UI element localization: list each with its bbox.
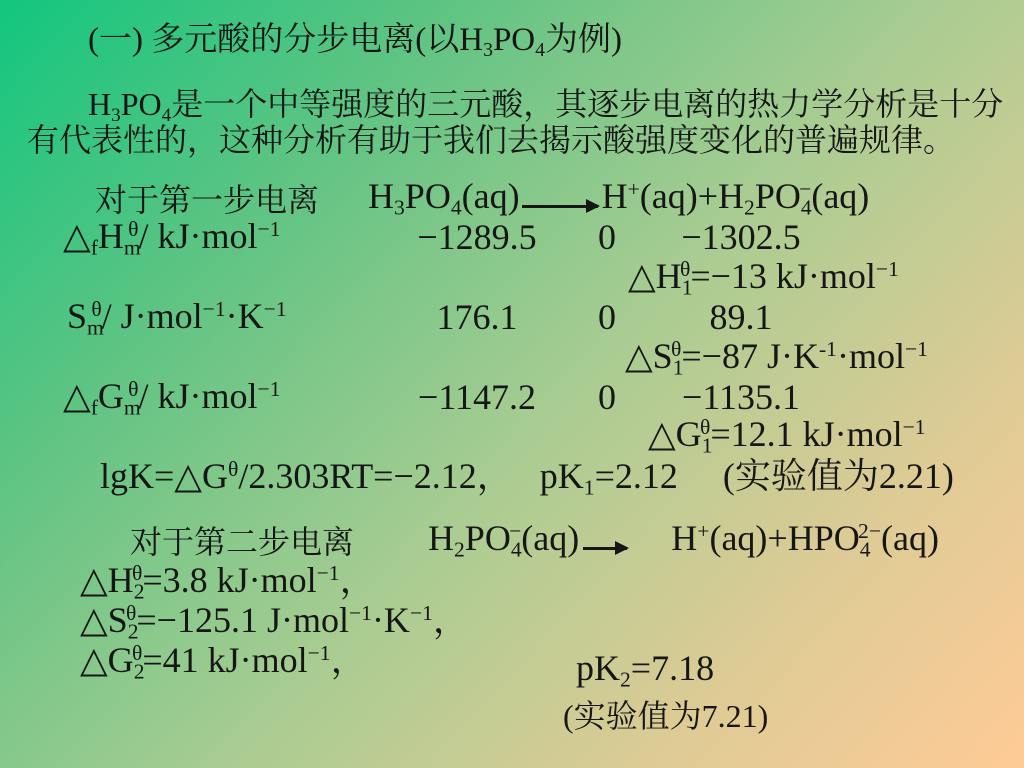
- slide-title: (一) 多元酸的分步电离(以$H_3PO_4$为例): [88, 22, 623, 61]
- pk2-line: $pK_2=7.18$: [576, 648, 715, 692]
- step1-reactant-formula: $H_3PO_4(aq)$: [368, 176, 520, 220]
- entropy-row-label: $S_m^\theta/$ $J\cdot mol^{-1}\cdot K^{-1}$: [67, 296, 287, 340]
- entropy-row: [0, 296, 1024, 340]
- step1-reaction: [368, 176, 870, 220]
- gibbs-value-h: 0: [598, 377, 616, 417]
- experimental-value-line: (实验值为7.21): [563, 698, 769, 734]
- step2-heading: 对于第二步电离: [130, 524, 355, 560]
- gibbs-row-label: $\triangle_fG_m^\theta/$ kJ·mol$^{-1}$: [63, 376, 281, 420]
- entropy-value-h3po4: 176.1: [436, 297, 518, 337]
- entropy-value-h: 0: [598, 297, 616, 337]
- intro-line-2: 有代表性的，这种分析有助于我们去揭示酸强度变化的普遍规律。: [27, 122, 956, 158]
- enthalpy-value-h3po4: −1289.5: [417, 217, 537, 257]
- delta-s2-line: $\triangle S_2^\theta=-125.1$ $J\cdot mol^{-1}\cdot K^{-1}$，: [80, 600, 469, 644]
- entropy-value-h2po4: 89.1: [709, 297, 773, 337]
- delta-h1-line: $\triangle H_1^\theta=-13$ kJ·mol$^{-1}$: [628, 256, 899, 300]
- enthalpy-value-h: 0: [598, 217, 616, 257]
- intro-line-1: $H_3PO_4$是一个中等强度的三元酸，其逐步电离的热力学分析是十分: [88, 86, 1004, 126]
- step2-reaction: [428, 518, 939, 562]
- step1-product-formula: $H^+(aq)+H_2PO_4^-(aq)$: [601, 176, 870, 220]
- delta-h2-line: $\triangle H_2^\theta=3.8$ kJ·mol$^{-1}$，: [80, 560, 376, 604]
- enthalpy-row-label: $\triangle_fH_m^\theta/$ kJ·mol$^{-1}$: [63, 216, 281, 260]
- delta-g2-line: $\triangle G_2^\theta=41$ kJ·mol$^{-1}$，: [80, 640, 367, 684]
- reaction-arrow: [522, 205, 598, 208]
- step2-product-formula: $H^+(aq)+HPO_4^{2-}(aq)$: [671, 518, 939, 562]
- enthalpy-row: [0, 216, 1024, 260]
- lgk-line: $\lg K=\triangle G^\theta/2.303RT=-2.12$， $pK_1=2.12$ (实验值为2.21): [100, 456, 954, 500]
- step2-reactant-formula: $H_2PO_4^-(aq)$: [428, 518, 580, 562]
- step1-heading: 对于第一步电离: [95, 182, 320, 218]
- enthalpy-value-h2po4: −1302.5: [681, 217, 801, 257]
- reaction-arrow: [583, 547, 627, 550]
- gibbs-value-h2po4: −1135.1: [682, 377, 800, 417]
- gibbs-value-h3po4: −1147.2: [418, 377, 536, 417]
- delta-s1-line: $\triangle S_1^\theta=-87$ $J\cdot K^{-1}\cdot mol^{-1}$: [625, 336, 928, 380]
- delta-g1-line: $\triangle G_1^\theta=12.1$ kJ·mol$^{-1}$: [648, 414, 926, 458]
